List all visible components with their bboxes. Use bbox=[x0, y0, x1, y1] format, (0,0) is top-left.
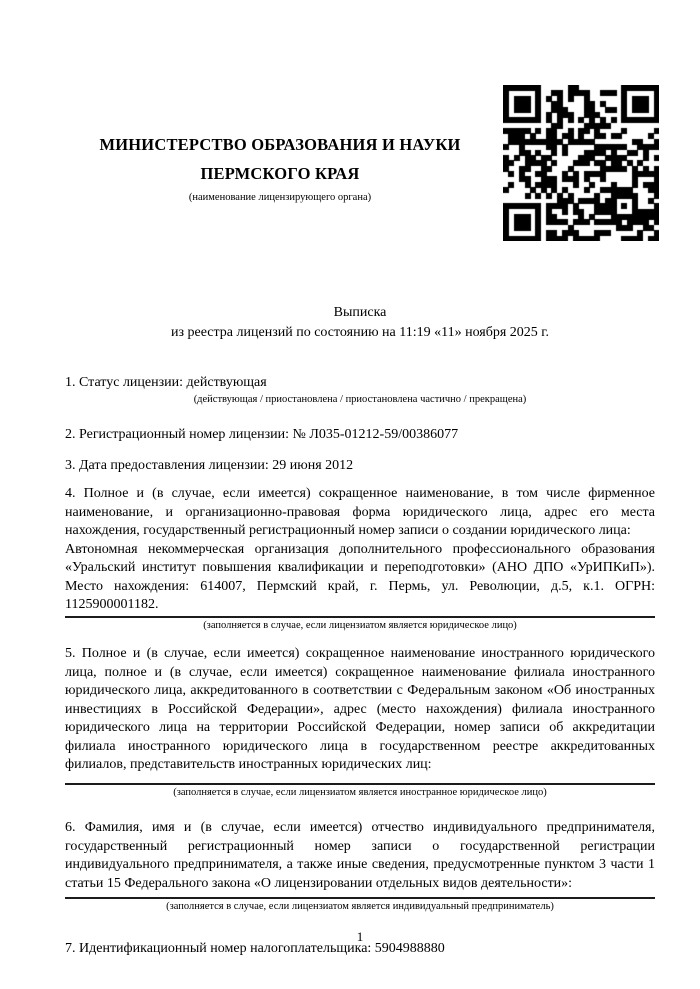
document-title bbox=[65, 303, 655, 342]
item-license-grant-date: 3. Дата предоставления лицензии: 29 июня 2012 bbox=[65, 457, 354, 473]
field-rule-line-foreign-entity bbox=[65, 783, 655, 785]
page-number: 1 bbox=[356, 929, 364, 944]
item-registration-number: 2. Регистрационный номер лицензии: № Л035-01212-59/00386077 bbox=[65, 427, 459, 442]
item-license-status: 1. Статус лицензии: действующая bbox=[65, 375, 267, 390]
field-rule-line-individual-entrepreneur bbox=[65, 897, 655, 899]
authority-caption: (наименование лицензирующего органа) bbox=[188, 192, 372, 203]
authority-name-line1: МИНИСТЕРСТВО ОБРАЗОВАНИЯ И НАУКИ bbox=[99, 135, 461, 154]
item-legal-entity-value: Автономная некоммерческая организация дополнительного профессионального образования «Уральский институт повышения квалификации и переподготовки» (АНО ДПО «УрИПКиП»). Место нахождения: 614007, Пермский край, г. Пермь, ул. Революции, д.5, к.1. ОГРН: 1125900001182. bbox=[65, 541, 655, 612]
document-title-line1: Выписка bbox=[333, 305, 387, 320]
item-foreign-entity-label: 5. Полное и (в случае, если имеется) сокращенное наименование иностранного юридического лица, полное и (в случае, если имеется) сокращенное наименование филиала иностранного юридического лица, аккредитованного в соответствии с Федеральным законом «Об иностранных инвестициях в Российской Федерации», адрес (место нахождения) филиала иностранного юридического лица на территории Российской Федерации, номер записи об аккредитации филиала иностранного юридического лица в государственном реестре аккредитованных филиалов, представительств иностранных юридических лиц: bbox=[65, 646, 655, 772]
item-taxpayer-number: 7. Идентификационный номер налогоплательщика: 5904988880 bbox=[65, 940, 445, 956]
item-legal-entity-label: 4. Полное и (в случае, если имеется) сокращенное наименование, в том числе фирменное наименование, и организационно-правовая форма юридического лица, адрес его места нахождения, государственный регистрационный номер записи о создании юридического лица: bbox=[65, 486, 655, 538]
item-license-status-note: (действующая / приостановлена / приостановлена частично / прекращена) bbox=[193, 393, 527, 405]
document-content bbox=[65, 0, 655, 958]
item-individual-entrepreneur-note: (заполняется в случае, если лицензиатом является индивидуальный предприниматель) bbox=[166, 901, 554, 912]
field-rule-line-legal-entity bbox=[65, 616, 655, 618]
item-foreign-entity-note: (заполняется в случае, если лицензиатом является иностранное юридическое лицо) bbox=[173, 786, 547, 798]
licensing-authority-header bbox=[65, 130, 495, 204]
document-title-line2: из реестра лицензий по состоянию на 11:19 «11» ноября 2025 г. bbox=[171, 324, 549, 340]
item-individual-entrepreneur-label: 6. Фамилия, имя и (в случае, если имеется) отчество индивидуального предпринимателя, государственный регистрационный номер записи о государственной регистрации индивидуального предпринимателя, а также иные сведения, предусмотренные пунктом 3 части 1 статьи 15 Федерального закона «О лицензировании отдельных видов деятельности»: bbox=[65, 820, 655, 891]
authority-name-line2: ПЕРМСКОГО КРАЯ bbox=[200, 164, 360, 183]
item-legal-entity-note: (заполняется в случае, если лицензиатом является юридическое лицо) bbox=[203, 619, 517, 631]
